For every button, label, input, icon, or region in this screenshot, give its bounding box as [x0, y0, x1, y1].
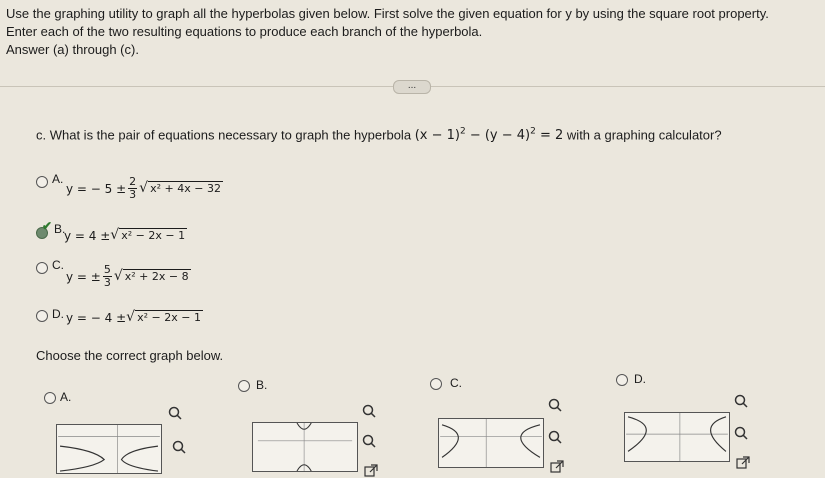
question-text [36, 127, 722, 143]
option-b-sqrt: √ x² − 2x − 1 [110, 227, 186, 243]
option-a-formula[interactable]: y = − 5 ± $\frac{2}{3}$ √ x² + 4x − 32 [66, 175, 221, 201]
graph-d-letter: D. [634, 372, 646, 386]
graph-prompt: Choose the correct graph below. [36, 348, 224, 363]
graph-a-radio[interactable] [44, 392, 56, 404]
zoom-in-icon[interactable] [168, 406, 182, 420]
instruction-line-3: Answer (a) through (c). [6, 42, 139, 57]
option-d-formula[interactable]: y = − 4 ± √ x² − 2x − 1 [66, 309, 201, 325]
graph-b-radio[interactable] [238, 380, 250, 392]
option-b-letter: B. [54, 222, 66, 236]
graph-b-thumbnail[interactable] [252, 422, 358, 472]
option-b-formula[interactable]: y = 4 ± √ x² − 2x − 1 [64, 227, 186, 243]
zoom-out-icon[interactable] [172, 440, 186, 454]
option-c-letter: C. [52, 258, 64, 272]
option-c-radio[interactable] [36, 262, 48, 274]
zoom-out-icon[interactable] [548, 430, 562, 444]
expand-button[interactable]: ... [393, 80, 431, 94]
zoom-out-icon[interactable] [734, 426, 748, 440]
graph-a-thumbnail[interactable] [56, 424, 162, 474]
graph-c-letter: C. [450, 376, 462, 390]
option-d-sqrt: √ x² − 2x − 1 [126, 309, 201, 325]
option-d-radio[interactable] [36, 310, 48, 322]
option-a-fraction: $\frac{2}{3}$ [129, 175, 137, 201]
graph-d-thumbnail[interactable] [624, 412, 730, 462]
hyperbola-equation: $(x - 1)^2 - (y - 4)^2 = 2$ [414, 127, 564, 144]
graph-d-radio[interactable] [616, 374, 628, 386]
zoom-in-icon[interactable] [362, 404, 376, 418]
graph-c-radio[interactable] [430, 378, 442, 390]
option-a-sqrt: √ x² + 4x − 32 [139, 180, 221, 196]
option-d-letter: D. [52, 307, 64, 321]
popout-icon[interactable] [550, 460, 564, 474]
popout-icon[interactable] [736, 456, 750, 470]
question-prefix: c. What is the pair of equations necessary to graph the hyperbola [36, 127, 412, 143]
option-c-fraction: $\frac{5}{3}$ [103, 263, 111, 289]
graph-c-thumbnail[interactable] [438, 418, 544, 468]
question-suffix: with a graphing calculator? [566, 127, 722, 143]
checkmark-icon: ✔ [42, 219, 53, 233]
zoom-in-icon[interactable] [734, 394, 748, 408]
graph-a-letter: A. [60, 390, 72, 404]
option-a-radio[interactable] [36, 176, 48, 188]
option-c-formula[interactable]: y = ± $\frac{5}{3}$ √ x² + 2x − 8 [66, 263, 189, 289]
option-c-sqrt: √ x² + 2x − 8 [113, 268, 189, 284]
instruction-line-1: Use the graphing utility to graph all the hyperbolas given below. First solve the given equation for y by using the square root property. [6, 6, 769, 21]
zoom-out-icon[interactable] [362, 434, 376, 448]
graph-b-letter: B. [256, 378, 268, 392]
zoom-in-icon[interactable] [548, 398, 562, 412]
instruction-line-2: Enter each of the two resulting equations to produce each branch of the hyperbola. [6, 24, 483, 39]
option-a-letter: A. [52, 172, 64, 186]
